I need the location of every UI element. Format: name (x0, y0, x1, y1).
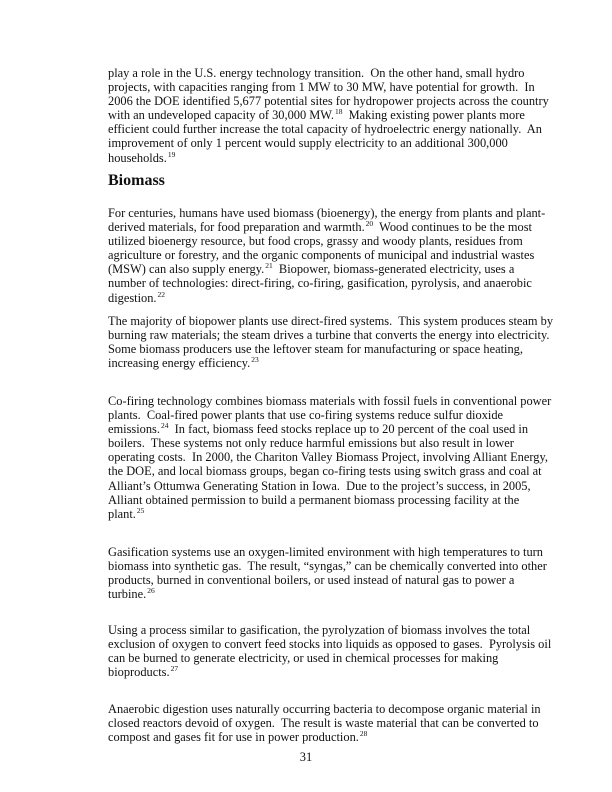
text-line (108, 716, 539, 731)
line-text: derived materials, for food preparation and warmth. (108, 220, 365, 235)
line-text: boilers. These systems not only reduce harmful emissions but also result in lower (108, 436, 514, 451)
text-line (108, 394, 552, 408)
line-text: operating costs. In 2000, the Chariton Valley Biomass Project, involving Alliant Energy, (108, 450, 548, 465)
line-text: digestion. (108, 290, 157, 305)
paragraph-biomass-intro (108, 206, 546, 305)
text-line (108, 342, 528, 356)
text-line (108, 276, 532, 291)
line-text: number of technologies: direct-firing, co-firing, gasification, pyrolysis, and anaerobic (108, 276, 532, 291)
line-text: Some biomass producers use the leftover steam for manufacturing or space heating, (108, 342, 523, 357)
line-text: 2006 the DOE identified 5,677 potential sites for hydropower projects across the country (108, 94, 549, 109)
line-text: Wood continues to be the most (373, 220, 532, 235)
text-line (108, 151, 528, 165)
line-text: products, burned in conventional boilers, or used instead of natural gas to power a (108, 573, 515, 588)
text-line (108, 66, 528, 80)
text-line (108, 314, 554, 328)
text-line (108, 493, 528, 507)
text-line (108, 206, 546, 220)
line-text: The majority of biopower plants use direct-fired systems. This system produces steam by (108, 314, 554, 328)
page-number: 31 (299, 750, 313, 764)
text-line (108, 702, 541, 716)
text-line (108, 507, 528, 521)
text-line (108, 291, 528, 305)
footnote-reference: 23 (251, 355, 259, 365)
line-text: Gasification systems use an oxygen-limited environment with high temperatures to turn (108, 545, 543, 559)
text-line (108, 328, 550, 343)
line-text: play a role in the U.S. energy technology transition. On the other hand, small hydro (108, 66, 525, 80)
text-line (108, 80, 535, 95)
line-text: Using a process similar to gasification, the pyrolyzation of biomass involves the total (108, 623, 531, 637)
paragraph-gasification (108, 545, 547, 602)
text-line (108, 262, 528, 276)
footnote-reference: 28 (359, 729, 368, 739)
line-text: the DOE, and local biomass groups, began co-firing tests using switch grass and coal at (108, 464, 542, 479)
line-text: turbine. (108, 587, 147, 602)
text-line (108, 408, 528, 422)
line-text: In fact, biomass feed stocks replace up to 20 percent of the coal used in (168, 422, 529, 437)
text-line (108, 665, 528, 679)
text-line (108, 136, 528, 150)
line-text: biomass into synthetic gas. The result, “syngas,” can be chemically converted into other (108, 559, 547, 574)
line-text: For centuries, humans have used biomass (bioenergy), the energy from plants and plant- (108, 206, 546, 220)
section-heading-biomass: Biomass (108, 172, 165, 189)
text-line (108, 356, 528, 370)
paragraph-pyrolysis (108, 623, 552, 680)
footnote-reference: 19 (167, 149, 176, 159)
text-line (108, 545, 543, 559)
line-text: (MSW) can also supply energy. (108, 262, 265, 277)
footnote-reference: 22 (157, 289, 166, 299)
line-text: utilized bioenergy resource, but food crops, grassy and woody plants, residues from (108, 234, 523, 249)
footnote-reference: 20 (365, 219, 374, 229)
paragraph-hydro-continued (108, 66, 549, 165)
text-line (108, 422, 528, 436)
line-text: improvement of only 1 percent would supply electricity to an additional 300,000 (108, 136, 508, 151)
paragraph-co-firing (108, 394, 552, 521)
line-text: Alliant obtained permission to build a permanent biomass processing facility at the (108, 492, 520, 507)
text-line (108, 248, 535, 263)
line-text: Alliant’s Ottumwa Generating Station in Iowa. Due to the project’s success, in 2005, (108, 478, 531, 493)
line-text: Co-firing technology combines biomass materials with fossil fuels in conventional power (108, 394, 552, 408)
line-text: households. (108, 150, 167, 165)
text-line (108, 651, 528, 665)
line-text: Biopower, biomass-generated electricity, uses a (272, 262, 515, 277)
line-text: closed reactors devoid of oxygen. The result is waste material that can be converted to (108, 716, 539, 731)
footnote-reference: 24 (160, 421, 169, 431)
line-text: with an undeveloped capacity of 30,000 MW. (108, 108, 334, 123)
footnote-reference: 26 (147, 586, 155, 596)
line-text: plants. Coal-fired power plants that use co-firing systems reduce sulfur dioxide (108, 408, 504, 423)
text-line (108, 219, 532, 235)
line-text: agriculture or forestry, and the organic components of municipal and industrial wastes (108, 248, 535, 263)
text-line (108, 450, 548, 465)
line-text: bioproducts. (108, 665, 170, 680)
text-line (108, 478, 531, 493)
text-line (108, 623, 531, 637)
text-line (108, 464, 542, 479)
line-text: emissions. (108, 422, 160, 437)
text-line (108, 122, 542, 137)
line-text: compost and gases fit for use in power production. (108, 730, 359, 745)
line-text: exclusion of oxygen to convert feed stocks into liquids as opposed to gases. Pyrolysis oil (108, 637, 552, 652)
footnote-reference: 21 (265, 261, 273, 271)
text-line (108, 234, 528, 248)
line-text: Anaerobic digestion uses naturally occurring bacteria to decompose organic material in (108, 702, 541, 716)
text-line (108, 94, 549, 109)
text-line (108, 637, 552, 652)
paragraph-direct-firing (108, 314, 554, 371)
line-text: plant. (108, 506, 136, 521)
text-line (108, 108, 528, 122)
footnote-reference: 27 (170, 664, 179, 674)
line-text: can be burned to generate electricity, or used in chemical processes for making (108, 651, 499, 666)
line-text: burning raw materials; the steam drives a turbine that converts the energy into electricity. (108, 328, 550, 343)
text-line (108, 559, 547, 574)
line-text: increasing energy efficiency. (108, 356, 251, 371)
footnote-reference: 25 (136, 505, 145, 515)
paragraph-anaerobic-digestion (108, 702, 541, 745)
text-line (108, 436, 528, 450)
line-text: Making existing power plants more (342, 108, 525, 123)
text-line (108, 573, 528, 587)
text-line (108, 730, 528, 744)
text-line (108, 587, 528, 601)
line-text: efficient could further increase the total capacity of hydroelectric energy nationally. An (108, 122, 542, 137)
footnote-reference: 18 (334, 107, 343, 117)
line-text: projects, with capacities ranging from 1 MW to 30 MW, have potential for growth. In (108, 80, 535, 95)
